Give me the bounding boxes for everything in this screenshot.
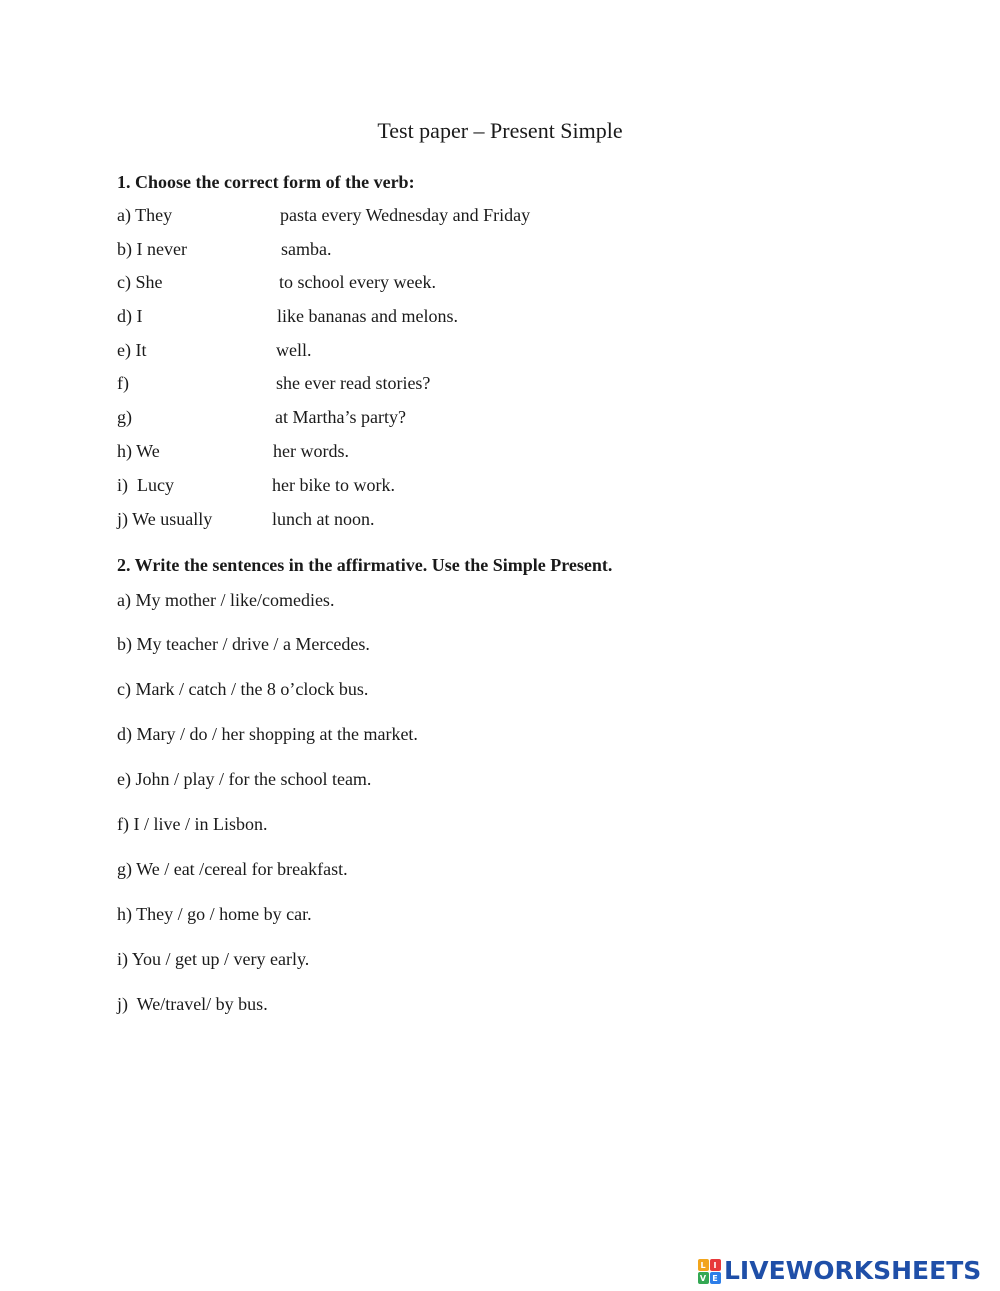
exercise-1-item-f bbox=[117, 372, 431, 394]
exercise-2-item-h: h) They / go / home by car. bbox=[117, 904, 312, 924]
liveworksheets-logo[interactable] bbox=[697, 1257, 981, 1285]
exercise-2-item-j: j) We/travel/ by bus. bbox=[117, 994, 268, 1014]
item-label: f) bbox=[117, 373, 129, 393]
exercise-1-item-h bbox=[117, 440, 349, 462]
exercise-2-item-c: c) Mark / catch / the 8 o’clock bus. bbox=[117, 679, 369, 699]
item-label: b) I never bbox=[117, 239, 187, 259]
item-label: d) I bbox=[117, 306, 143, 326]
item-text: her bike to work. bbox=[272, 475, 395, 495]
item-label: h) We bbox=[117, 441, 160, 461]
item-label: e) It bbox=[117, 340, 147, 360]
item-text: pasta every Wednesday and Friday bbox=[280, 205, 531, 225]
section-1-heading: 1. Choose the correct form of the verb: bbox=[117, 172, 415, 192]
exercise-2-item-i: i) You / get up / very early. bbox=[117, 949, 310, 969]
exercise-2-item-g: g) We / eat /cereal for breakfast. bbox=[117, 859, 348, 879]
page-title: Test paper – Present Simple bbox=[377, 118, 623, 143]
exercise-2-item-b: b) My teacher / drive / a Mercedes. bbox=[117, 634, 370, 654]
item-text: well. bbox=[276, 340, 312, 360]
exercise-1-item-j bbox=[117, 508, 375, 530]
exercise-1-item-d bbox=[117, 305, 458, 327]
brand-name: LIVEWORKSHEETS bbox=[724, 1256, 982, 1285]
item-text: samba. bbox=[281, 239, 332, 259]
item-text: her words. bbox=[273, 441, 349, 461]
item-label: g) bbox=[117, 407, 132, 427]
exercise-1-item-c bbox=[117, 271, 436, 293]
exercise-1-item-g bbox=[117, 406, 406, 428]
item-text: lunch at noon. bbox=[272, 509, 375, 529]
logo-block-i: I bbox=[710, 1259, 721, 1271]
exercise-2-item-e: e) John / play / for the school team. bbox=[117, 769, 372, 789]
item-label: c) She bbox=[117, 272, 163, 292]
exercise-2-item-a: a) My mother / like/comedies. bbox=[117, 590, 335, 610]
section-2-heading: 2. Write the sentences in the affirmative. Use the Simple Present. bbox=[117, 555, 613, 575]
exercise-2-item-f: f) I / live / in Lisbon. bbox=[117, 814, 268, 834]
item-text: she ever read stories? bbox=[276, 373, 431, 393]
exercise-2-item-d: d) Mary / do / her shopping at the market. bbox=[117, 724, 418, 744]
item-text: to school every week. bbox=[279, 272, 436, 292]
logo-block-e: E bbox=[710, 1272, 721, 1284]
item-label: i) Lucy bbox=[117, 475, 174, 495]
logo-block-v: V bbox=[698, 1272, 709, 1284]
item-text: like bananas and melons. bbox=[277, 306, 458, 326]
item-text: at Martha’s party? bbox=[275, 407, 406, 427]
item-label: j) We usually bbox=[117, 509, 213, 529]
exercise-1-item-b bbox=[117, 238, 332, 260]
exercise-1-item-e bbox=[117, 339, 312, 361]
exercise-1-item-a bbox=[117, 204, 531, 226]
item-label: a) They bbox=[117, 205, 173, 225]
logo-blocks-icon bbox=[697, 1258, 721, 1284]
logo-block-l: L bbox=[698, 1259, 709, 1271]
exercise-1-item-i bbox=[117, 474, 395, 496]
